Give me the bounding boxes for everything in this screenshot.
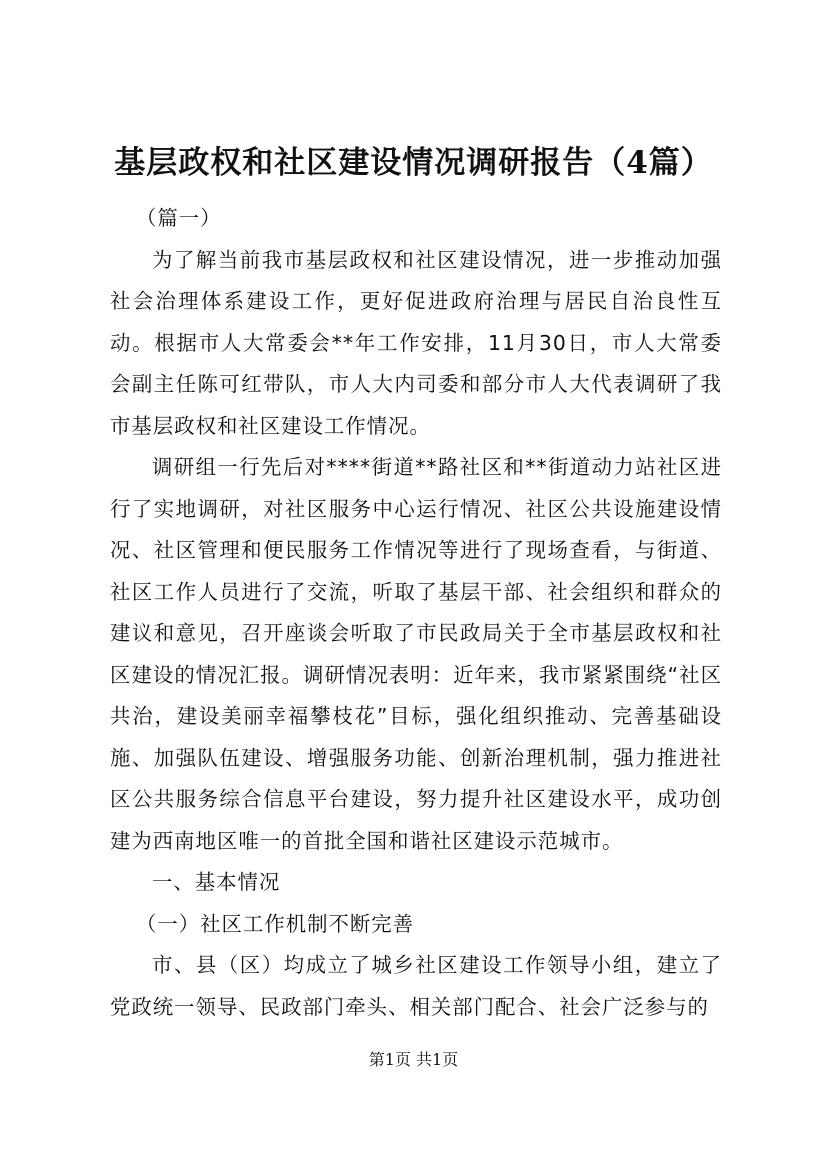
paragraph-mechanism: 市、县（区）均成立了城乡社区建设工作领导小组，建立了党政统一领导、民政部门牵头、相关部门配合、社会广泛参与的 — [110, 953, 722, 1019]
document-body — [110, 198, 722, 1028]
section-label: （篇一） — [136, 206, 222, 230]
heading-basic-situation: 一、基本情况 — [152, 870, 281, 894]
page-footer: 第1页 共1页 — [368, 1050, 459, 1069]
document-title: 基层政权和社区建设情况调研报告（4篇） — [114, 145, 713, 181]
subheading-mechanism: （一）社区工作机制不断完善 — [136, 911, 415, 936]
paragraph-intro: 为了解当前我市基层政权和社区建设情况，进一步推动加强社会治理体系建设工作，更好促进政府治理与居民自治良性互动。根据市人大常委会**年工作安排，11月30日，市人大常委会副主任陈可红带队，市人大内司委和部分市人大代表调研了我市基层政权和社区建设工作情况。 — [110, 247, 722, 438]
paragraph-research: 调研组一行先后对****街道**路社区和**街道动力站社区进行了实地调研，对社区服务中心运行情况、社区公共设施建设情况、社区管理和便民服务工作情况等进行了现场查看，与街道、社区工作人员进行了交流，听取了基层干部、社会组织和群众的建议和意见，召开座谈会听取了市民政局关于全市基层政权和社区建设的情况汇报。调研情况表明：近年来，我市紧紧围绕“社区共治，建设美丽幸福攀枝花”目标，强化组织推动、完善基础设施、加强队伍建设、增强服务功能、创新治理机制，强力推进社区公共服务综合信息平台建设，努力提升社区建设水平，成功创建为西南地区唯一的首批全国和谐社区建设示范城市。 — [110, 455, 722, 853]
